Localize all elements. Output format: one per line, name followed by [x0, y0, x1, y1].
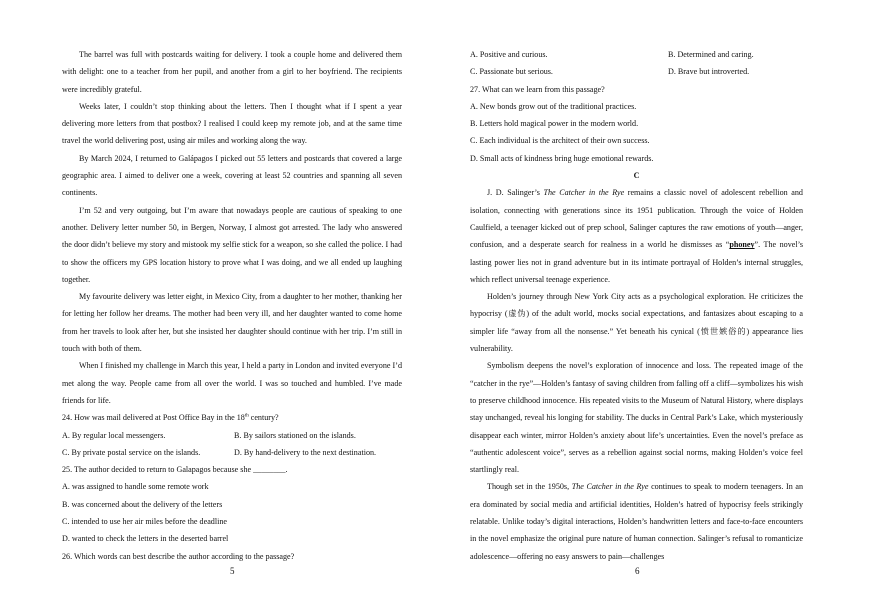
q24-option-d[interactable]: D. By hand-delivery to the next destination. — [234, 447, 377, 457]
q25-option-c[interactable]: C. intended to use her air miles before the deadline — [62, 517, 227, 527]
question-25: 25. The author decided to return to Galapagos because she ________. — [62, 465, 288, 475]
q24-option-a[interactable]: A. By regular local messengers. — [62, 430, 166, 440]
q24-options-row1 — [62, 427, 402, 444]
q26-options-row1 — [470, 46, 803, 63]
q27-option-b[interactable]: B. Letters hold magical power in the modern world. — [470, 119, 639, 129]
passage-paragraph: My favourite delivery was letter eight, in Mexico City, from a daughter to her mother, thanking her for letting her follow her dreams. The mother had been very ill, and her daughter wanted to come home from her travels to look after her, but she insisted her daughter should continue with her trip. I’m still in touch with both of them. — [62, 292, 402, 354]
passage-paragraph: When I finished my challenge in March this year, I held a party in London and invited everyone I’d met along the way. People came from all over the world. I was so touched and humbled. I’ve made friends for life. — [62, 361, 402, 405]
right-column — [470, 46, 803, 565]
left-column — [62, 46, 402, 565]
q26-options-row2 — [470, 63, 803, 80]
q27-option-d[interactable]: D. Small acts of kindness bring huge emotional rewards. — [470, 153, 654, 163]
q26-option-a[interactable]: A. Positive and curious. — [470, 50, 548, 59]
passage-paragraph: Though set in the 1950s, The Catcher in the Rye continues to speak to modern teenagers. In an era dominated by social media and artificial identities, Holden’s hatred of hypocrisy feels strikingly relatable. Unlike today’s digital interactions, Holden’s handwritten letters and face-to-face encounters in the novel emphasize the original pure nature of human connection. Salinger’s refusal to romanticize adolescence—offering no easy answers to pain—challenges — [470, 482, 803, 561]
q25-option-a[interactable]: A. was assigned to handle some remote work — [62, 482, 209, 492]
underlined-word-phoney: phoney — [729, 240, 755, 250]
q24-option-b[interactable]: B. By sailors stationed on the islands. — [234, 430, 356, 440]
question-24: 24. How was mail delivered at Post Office Bay in the 18th century? — [62, 413, 279, 423]
page-number: 5 — [230, 566, 235, 576]
q25-option-d[interactable]: D. wanted to check the letters in the deserted barrel — [62, 534, 229, 544]
q27-option-c[interactable]: C. Each individual is the architect of their own success. — [470, 136, 650, 146]
q24-option-c[interactable]: C. By private postal service on the islands. — [62, 447, 201, 457]
q27-option-a[interactable]: A. New bonds grow out of the traditional practices. — [470, 101, 637, 111]
passage-paragraph: Holden’s journey through New York City acts as a psychological exploration. He criticizes the hypocrisy (虚伪) of the adult world, mocks social expectations, and fantasizes about escaping to a simpler life “away from all the nonsense.” Yet beneath his cynical (愤世嫉俗的) appearance lies vulnerability. — [470, 292, 803, 354]
q26-option-d[interactable]: D. Brave but introverted. — [668, 67, 750, 77]
q24-options-row2 — [62, 444, 402, 461]
question-27: 27. What can we learn from this passage? — [470, 84, 605, 94]
q26-option-c[interactable]: C. Passionate but serious. — [470, 67, 553, 77]
passage-paragraph: I’m 52 and very outgoing, but I’m aware that nowadays people are cautious of speaking to one another. Delivery letter number 50, in Bergen, Norway, I almost got arrested. The lady who answered the door didn’t believe my story and mistook my selfie stick for a weapon, so she called the police. I had to show the officers my GPS location history to prove what I was doing, and we all ended up laughing together. — [62, 205, 402, 284]
passage-paragraph: The barrel was full with postcards waiting for delivery. I took a couple home and delivered them with delight: one to a teacher from her pupil, and another from a girl to her boyfriend. The recipients were incredibly grateful. — [62, 50, 402, 94]
passage-paragraph: By March 2024, I returned to Galápagos I picked out 55 letters and postcards that covered a large geographic area. I aimed to deliver one a week, covering at least 52 countries and spanning all seven continents. — [62, 153, 402, 198]
passage-paragraph: J. D. Salinger’s The Catcher in the Rye remains a classic novel of adolescent rebellion and isolation, connecting with generations since its 1951 publication. Through the voice of Holden Caulfield, a teenager kicked out of prep school, Salinger captures the raw emotions of youth—anger, confusion, and a desperate search for realness in a world he dismisses as “phoney”. The novel’s lasting power lies not in grand adventure but in its intimate portrayal of Holden’s internal struggles, which reflect universal teenage experience. — [470, 188, 803, 284]
q25-option-b[interactable]: B. was concerned about the delivery of the letters — [62, 499, 223, 509]
page-number: 6 — [635, 566, 640, 576]
q26-option-b[interactable]: B. Determined and caring. — [668, 50, 754, 59]
passage-paragraph: Weeks later, I couldn’t stop thinking about the letters. Then I thought what if I spent a year delivering more letters from that postbox? I realised I could keep my remote job, and at the same time travel the world delivering post, using air miles and working along the way. — [62, 101, 402, 146]
page-right — [435, 0, 870, 599]
passage-paragraph: Symbolism deepens the novel’s exploration of innocence and loss. The repeated image of the “catcher in the rye”—Holden’s fantasy of saving children from falling off a cliff—symbolizes his wish to preserve childhood innocence. His repeated visits to the Museum of Natural History, where displays stay unchanged, reveal his longing for stability. The ducks in Central Park’s Lake, which mysteriously disappear each winter, mirror Holden’s anxiety about life’s uncertainties. Even the novel’s preface as “authentic adolescent voice”, serves as a rebellion against social norms, making Holden’s voice feel startlingly real. — [470, 361, 803, 475]
section-heading: C — [633, 171, 640, 181]
question-26: 26. Which words can best describe the author according to the passage? — [62, 551, 295, 561]
